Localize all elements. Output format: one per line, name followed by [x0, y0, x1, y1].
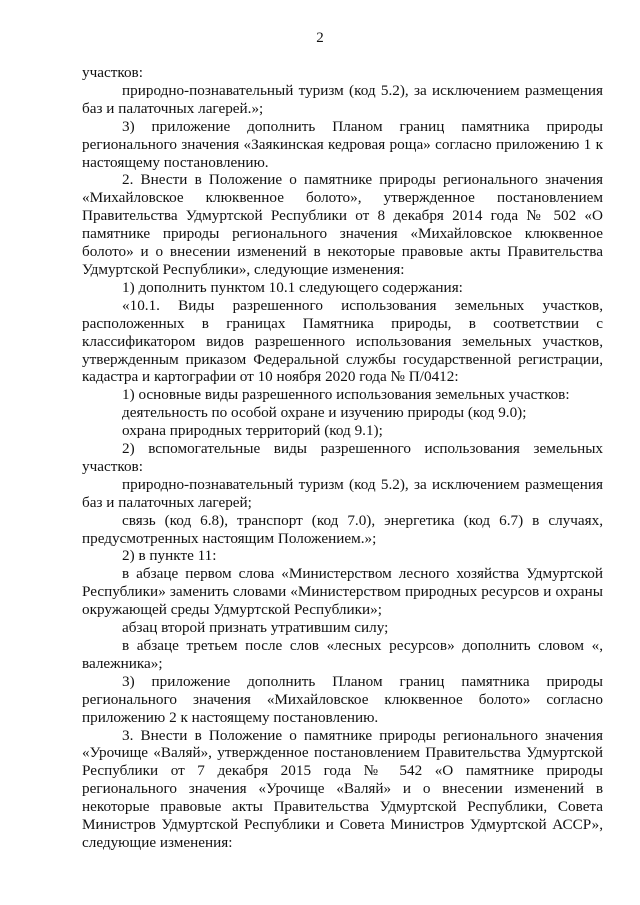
paragraph: 2) вспомогательные виды разрешенного использования земельных участков:: [82, 440, 603, 475]
paragraph: «10.1. Виды разрешенного использования земельных участков, расположенных в границах Памятника природы, в соответствии с классификатором видов разрешенного использования земельных участков, утвержденным приказом Федеральной службы государственной регистрации, кадастра и картографии от 10 ноября 2020 года № П/0412:: [82, 296, 603, 386]
paragraph: 2. Внести в Положение о памятнике природы регионального значения «Михайловское клюквенное болото», утвержденное постановлением Правительства Удмуртской Республики от 8 декабря 2014 года № 502 «О памятнике природы регионального значения «Михайловское клюквенное болото» и о внесении изменений в некоторые правовые акты Правительства Удмуртской Республики», следующие изменения:: [82, 171, 603, 278]
paragraph: 3. Внести в Положение о памятнике природы регионального значения «Урочище «Валяй», утвержденное постановлением Правительства Удмуртской Республики от 7 декабря 2015 года № 542 «О памятнике природы регионального значения «Урочище «Валяй» и о внесении изменений в некоторые правовые акты Правительства Удмуртской Республики, Совета Министров Удмуртской Республики и Совета Министров Удмуртской АССР», следующие изменения:: [82, 726, 603, 851]
paragraph: природно-познавательный туризм (код 5.2), за исключением размещения баз и палаточных лагерей.»;: [82, 81, 603, 117]
paragraph: в абзаце третьем после слов «лесных ресурсов» дополнить словом «, валежника»;: [82, 637, 603, 672]
paragraph: деятельность по особой охране и изучению природы (код 9.0);: [122, 404, 527, 422]
paragraph: 1) основные виды разрешенного использования земельных участков:: [122, 386, 570, 404]
paragraph: связь (код 6.8), транспорт (код 7.0), энергетика (код 6.7) в случаях, предусмотренных настоящим Положением.»;: [82, 511, 603, 547]
paragraph: участков:: [82, 64, 143, 81]
paragraph: 2) в пункте 11:: [122, 547, 217, 565]
page-number: 2: [316, 30, 324, 46]
paragraph: 3) приложение дополнить Планом границ памятника природы регионального значения «Михайловское клюквенное болото» согласно приложению 2 к настоящему постановлению.: [82, 672, 603, 726]
document-body: [82, 64, 603, 852]
paragraph: абзац второй признать утратившим силу;: [122, 619, 389, 637]
paragraph: в абзаце первом слова «Министерством лесного хозяйства Удмуртской Республики» заменить словами «Министерством природных ресурсов и охраны окружающей среды Удмуртской Республики»;: [82, 565, 603, 619]
paragraph: 3) приложение дополнить Планом границ памятника природы регионального значения «Заякинская кедровая роща» согласно приложению 1 к настоящему постановлению.: [82, 117, 603, 171]
paragraph: охрана природных территорий (код 9.1);: [122, 422, 383, 440]
paragraph: природно-познавательный туризм (код 5.2), за исключением размещения баз и палаточных лагерей;: [82, 475, 603, 511]
paragraph: 1) дополнить пунктом 10.1 следующего содержания:: [122, 278, 463, 296]
